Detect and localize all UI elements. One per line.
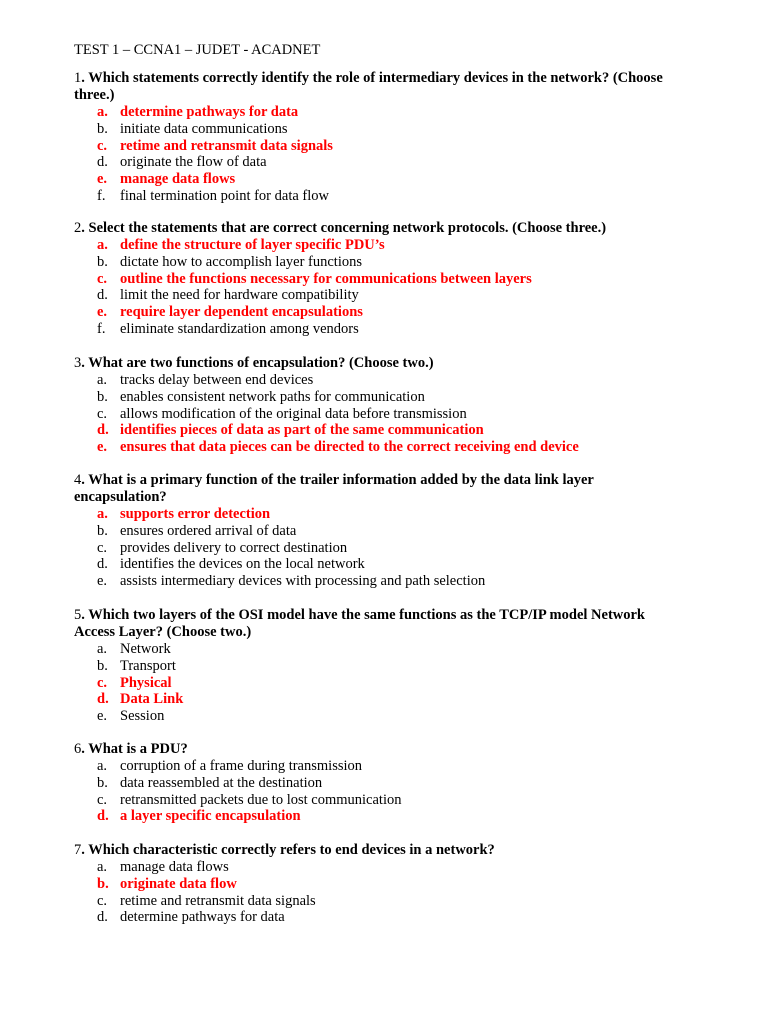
option-text: eliminate standardization among vendors [120,320,359,337]
option-text: final termination point for data flow [120,187,329,204]
answer-option [74,556,674,573]
answer-option-correct [74,138,674,155]
option-text: manage data flows [120,859,229,875]
option-letter: f. [97,187,106,204]
option-text: provides delivery to correct destination [120,539,348,556]
option-letter: c. [97,137,108,154]
question-prompt: . Which statements correctly identify the role of intermediary devices in the network? (Choose three.) [74,70,663,103]
option-letter: c. [97,674,108,691]
answer-options [74,506,674,590]
question-4 [74,472,674,590]
answer-option [74,406,674,423]
option-letter: a. [97,859,108,875]
option-letter: f. [97,320,106,337]
option-text: Network [120,641,171,657]
option-letter: b. [97,774,108,791]
answer-option [74,658,674,675]
answer-option [74,708,674,725]
option-text: retransmitted packets due to lost communication [120,791,402,808]
option-letter: c. [97,539,108,556]
answer-option [74,893,674,910]
question-6 [74,741,674,825]
question-text [74,607,674,641]
question-5 [74,607,674,725]
answer-option [74,792,674,809]
answer-option-correct [74,422,674,439]
question-number: 2 [74,220,82,236]
question-prompt: . Which characteristic correctly refers to end devices in a network? [81,842,495,858]
answer-option [74,389,674,406]
question-7 [74,842,674,926]
option-letter: c. [97,791,108,808]
option-text: enables consistent network paths for communication [120,388,425,405]
option-letter: c. [97,270,108,287]
question-text [74,70,674,104]
option-text: identifies pieces of data as part of the same communication [120,422,484,439]
answer-option-correct [74,271,674,288]
option-text: ensures that data pieces can be directed to the correct receiving end device [120,439,579,456]
answer-option [74,321,674,338]
option-letter: d. [97,556,108,573]
question-1 [74,70,674,205]
answer-option [74,154,674,171]
question-text [74,355,674,372]
option-text: Transport [120,657,176,674]
option-letter: d. [97,154,108,171]
option-text: retime and retransmit data signals [120,137,333,154]
question-text [74,741,674,758]
answer-option-correct [74,439,674,456]
answer-options [74,372,674,456]
option-text: ensures ordered arrival of data [120,522,297,539]
option-letter: e. [97,171,108,188]
question-number: 6 [74,741,82,757]
option-text: supports error detection [120,506,271,522]
option-text: originate data flow [120,875,237,892]
option-text: require layer dependent encapsulations [120,304,363,321]
question-3 [74,355,674,456]
question-number: 5 [74,607,82,623]
option-text: initiate data communications [120,120,288,137]
option-letter: a. [97,506,108,522]
answer-option [74,859,674,876]
answer-option [74,121,674,138]
answer-option [74,523,674,540]
option-letter: e. [97,439,108,456]
answer-option-correct [74,876,674,893]
question-prompt: . Select the statements that are correct concerning network protocols. (Choose three.) [81,220,607,236]
answer-option-correct [74,506,674,523]
answer-option-correct [74,104,674,121]
answer-option-correct [74,171,674,188]
answer-option [74,909,674,926]
option-text: retime and retransmit data signals [120,892,316,909]
option-letter: b. [97,875,109,892]
option-text: determine pathways for data [120,909,285,926]
question-prompt: . What are two functions of encapsulation? (Choose two.) [81,355,434,371]
answer-option [74,540,674,557]
answer-options [74,104,674,205]
answer-option-correct [74,237,674,254]
answer-option [74,573,674,590]
option-letter: b. [97,253,108,270]
option-letter: d. [97,909,108,926]
option-text: a layer specific encapsulation [120,808,301,825]
option-letter: c. [97,892,108,909]
option-text: originate the flow of data [120,154,267,171]
answer-option [74,372,674,389]
question-number: 7 [74,842,82,858]
option-text: dictate how to accomplish layer functions [120,253,362,270]
question-2 [74,220,674,338]
question-number: 1 [74,70,82,86]
option-text: allows modification of the original data before transmission [120,405,467,422]
answer-option-correct [74,691,674,708]
option-letter: a. [97,372,108,388]
answer-option [74,188,674,205]
option-letter: b. [97,388,108,405]
question-text [74,220,674,237]
option-letter: d. [97,287,108,304]
option-letter: b. [97,657,108,674]
option-letter: d. [97,422,109,439]
option-text: assists intermediary devices with processing and path selection [120,573,486,590]
answer-options [74,758,674,825]
answer-option [74,641,674,658]
question-prompt: . What is a primary function of the trailer information added by the data link layer encapsulation? [74,472,594,505]
answer-option [74,758,674,775]
answer-options [74,237,674,338]
option-letter: d. [97,691,109,708]
answer-option [74,254,674,271]
option-letter: e. [97,573,108,590]
option-text: tracks delay between end devices [120,372,314,388]
question-number: 3 [74,355,82,371]
option-letter: d. [97,808,109,825]
option-text: data reassembled at the destination [120,774,323,791]
option-letter: a. [97,237,108,253]
option-text: Data Link [120,691,184,708]
option-text: Physical [120,674,172,691]
option-text: identifies the devices on the local network [120,556,365,573]
question-number: 4 [74,472,82,488]
option-text: define the structure of layer specific PDU’s [120,237,385,253]
option-text: outline the functions necessary for communications between layers [120,270,532,287]
answer-option-correct [74,808,674,825]
option-text: manage data flows [120,171,236,188]
question-text [74,472,674,506]
document-title: TEST 1 – CCNA1 – JUDET - ACADNET [74,42,321,58]
option-text: Session [120,708,165,725]
answer-options [74,859,674,926]
answer-option [74,775,674,792]
question-prompt: . Which two layers of the OSI model have the same functions as the TCP/IP model Network Access Layer? (Choose two.) [74,607,645,640]
answer-option [74,287,674,304]
option-letter: b. [97,120,108,137]
answer-option-correct [74,304,674,321]
option-text: corruption of a frame during transmission [120,758,363,774]
option-letter: e. [97,708,108,725]
option-letter: a. [97,641,108,657]
option-letter: a. [97,104,108,120]
answer-option-correct [74,675,674,692]
option-text: determine pathways for data [120,104,299,120]
option-letter: e. [97,304,108,321]
question-text [74,842,674,859]
question-prompt: . What is a PDU? [81,741,188,757]
answer-options [74,641,674,725]
option-text: limit the need for hardware compatibility [120,287,359,304]
option-letter: b. [97,522,108,539]
option-letter: a. [97,758,108,774]
option-letter: c. [97,405,108,422]
